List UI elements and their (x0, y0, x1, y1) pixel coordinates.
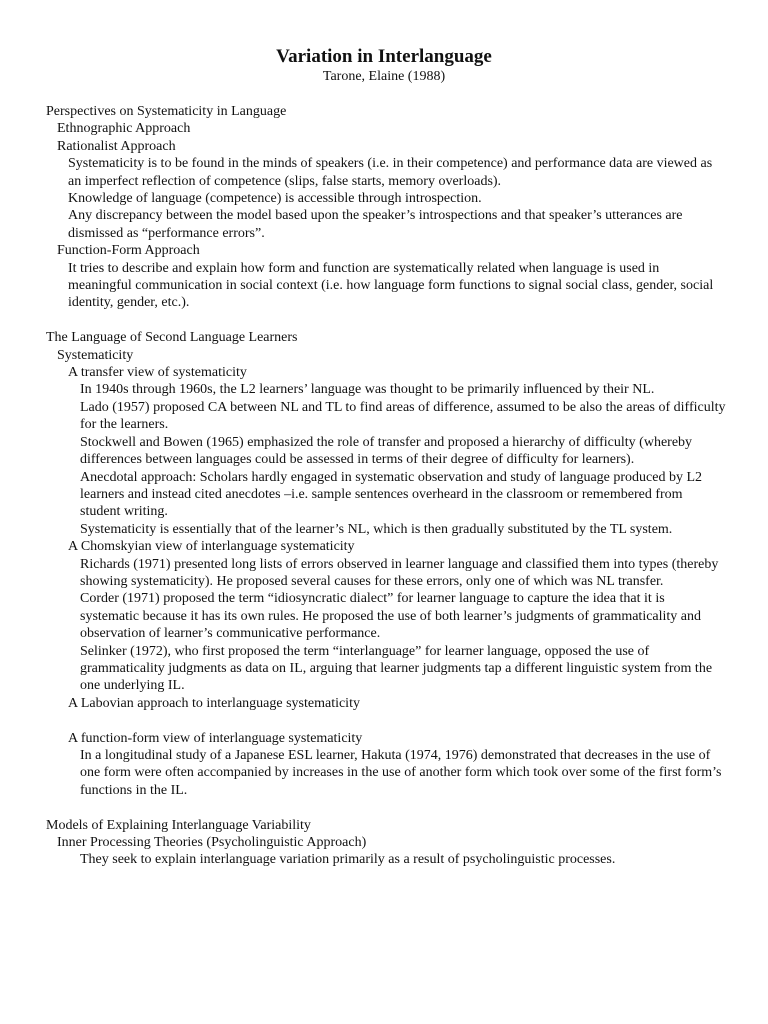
subsection-heading: Inner Processing Theories (Psycholinguistic Approach) (57, 835, 367, 851)
subsection-heading: Function-Form Approach (57, 243, 200, 259)
paragraph: Any discrepancy between the model based upon the speaker’s introspections and that speaker’s utterances are dismissed as “performance errors”. (68, 208, 683, 241)
subsubsection-heading: A transfer view of systematicity (68, 365, 247, 381)
paragraph: Corder (1971) proposed the term “idiosyncratic dialect” for learner language to capture the idea that it is systematic because it has its own rules. He proposed the use of both learner’s judgments of grammaticality and observation of learner’s communicative performance. (80, 591, 702, 642)
paragraph: Stockwell and Bowen (1965) emphasized the role of transfer and proposed a hierarchy of difficulty (whereby differences between languages could be assessed in terms of their degree of difficulty for learners). (80, 434, 693, 468)
paragraph: Systematicity is to be found in the minds of speakers (i.e. in their competence) and performance data are viewed as an imperfect reflection of competence (slips, false starts, memory overloads). (68, 156, 713, 189)
document-author: Tarone, Elaine (1988) (322, 69, 446, 84)
paragraph: In 1940s through 1960s, the L2 learners’ language was thought to be primarily influenced by their NL. (80, 382, 655, 398)
paragraph: It tries to describe and explain how form and function are systematically related when language is used in meaningful communication in social context (i.e. how language form functions to signal social class, gender, social identity, gender, etc.). (68, 260, 714, 311)
subsubsection-heading: A Chomskyian view of interlanguage systematicity (68, 539, 355, 555)
spacer (46, 799, 726, 816)
paragraph: They seek to explain interlanguage variation primarily as a result of psycholinguistic processes. (80, 852, 616, 868)
subsubsection-heading: A function-form view of interlanguage systematicity (68, 730, 363, 746)
subsection-heading: Systematicity (57, 347, 134, 363)
subsubsection-heading: A Labovian approach to interlanguage systematicity (68, 695, 360, 711)
paragraph: Richards (1971) presented long lists of errors observed in learner language and classified them into types (thereby showing systematicity). He proposed several causes for these errors, only one of which was NL transfer. (80, 556, 719, 589)
spacer (46, 312, 726, 329)
section-heading: Models of Explaining Interlanguage Variability (46, 817, 311, 833)
paragraph: Systematicity is essentially that of the learner’s NL, which is then gradually substituted by the TL system. (80, 521, 673, 537)
paragraph: In a longitudinal study of a Japanese ESL learner, Hakuta (1974, 1976) demonstrated that decreases in the use of one form were often accompanied by increases in the use of another form which took over some of the first form’s functions in the IL. (80, 748, 722, 798)
paragraph: Knowledge of language (competence) is accessible through introspection. (68, 191, 482, 207)
paragraph: Anecdotal approach: Scholars hardly engaged in systematic observation and study of language produced by L2 learners and instead cited anecdotes –i.e. sample sentences overheard in the classroom or remembered from student writing. (80, 469, 703, 520)
document-body (46, 103, 726, 869)
subsection-heading: Ethnographic Approach (57, 121, 191, 137)
subsection-heading: Rationalist Approach (57, 138, 176, 154)
document-title: Variation in Interlanguage (276, 46, 492, 67)
paragraph: Selinker (1972), who first proposed the term “interlanguage” for learner language, opposed the use of grammaticality judgments as data on IL, arguing that learner judgments tap a different linguistic system from the one underlying IL. (80, 643, 713, 694)
section-heading: The Language of Second Language Learners (46, 330, 298, 346)
section-heading: Perspectives on Systematicity in Language (46, 104, 287, 119)
paragraph: Lado (1957) proposed CA between NL and TL to find areas of difference, assumed to be also the areas of difficulty for the learners. (80, 399, 726, 433)
spacer (46, 712, 726, 729)
